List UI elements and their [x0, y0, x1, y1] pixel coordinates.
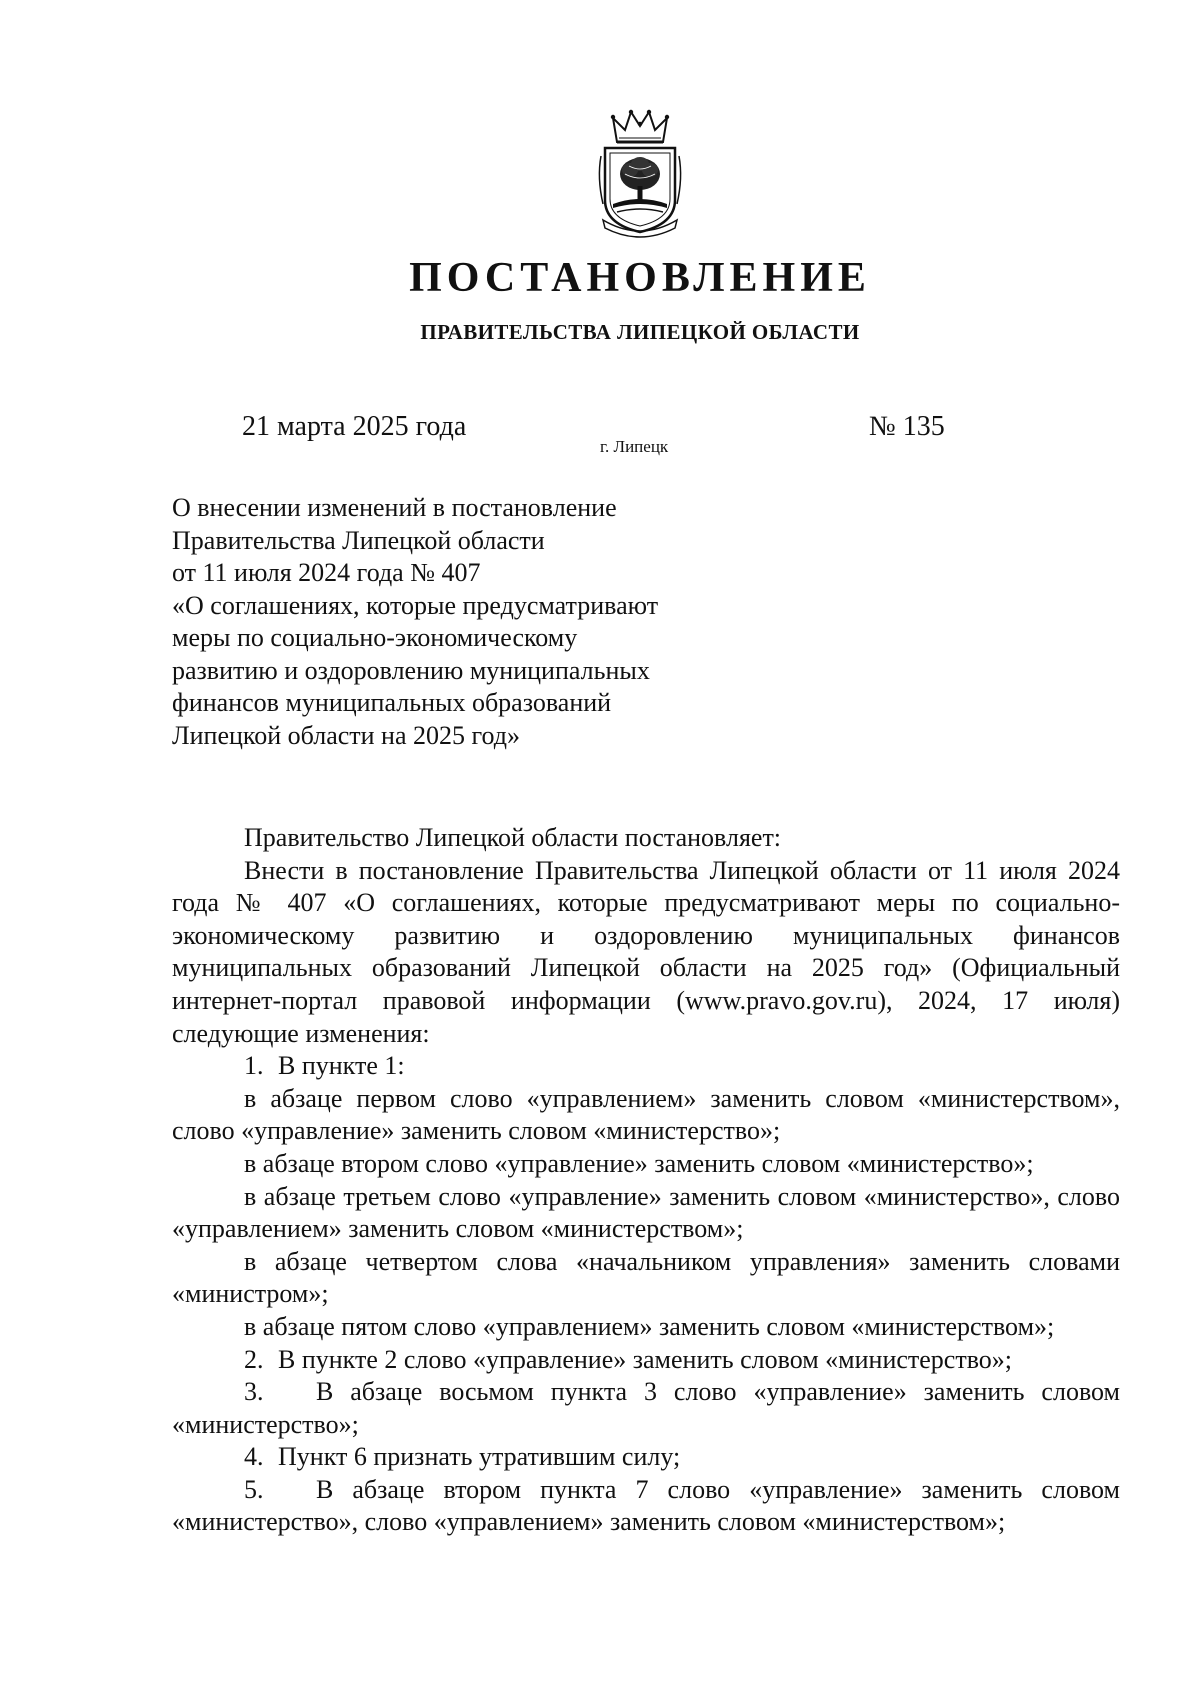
- subitem-2: в абзаце втором слово «управление» заменить словом «министерство»;: [244, 1148, 1034, 1178]
- title-line: финансов муниципальных образований: [172, 688, 612, 717]
- item-text: В пункте 1:: [278, 1051, 405, 1081]
- title-line: «О соглашениях, которые предусматривают: [172, 590, 659, 620]
- title-line: развитию и оздоровлению муниципальных: [172, 655, 650, 685]
- document-subtitle: ПРАВИТЕЛЬСТВА ЛИПЕЦКОЙ ОБЛАСТИ: [420, 320, 860, 344]
- title-line: Липецкой области на 2025 год»: [172, 720, 521, 750]
- coat-of-arms-icon: [595, 108, 685, 240]
- item-1: [172, 1050, 1120, 1083]
- item-3: [172, 1376, 1120, 1441]
- title-line: Правительства Липецкой области: [172, 525, 545, 555]
- subitem-1: в абзаце первом слово «управлением» заменить словом «министерством», слово «управление» заменить словом «министерство»;: [172, 1083, 1120, 1146]
- intro-paragraph: Правительство Липецкой области постановляет:: [244, 823, 782, 852]
- item-number: 4.: [244, 1442, 264, 1472]
- item-text: В пункте 2 слово «управление» заменить словом «министерство»;: [278, 1344, 1013, 1374]
- title-line: от 11 июля 2024 года № 407: [172, 558, 481, 587]
- subitem-3: в абзаце третьем слово «управление» заменить словом «министерство», слово «управлением» заменить словом «министерством»;: [172, 1181, 1120, 1244]
- item-2: [172, 1344, 1120, 1377]
- title-line: О внесении изменений в постановление: [172, 493, 617, 522]
- item-number: 3.: [244, 1377, 264, 1407]
- document-date: 21 марта 2025 года: [242, 411, 467, 442]
- item-4: [172, 1441, 1120, 1474]
- document-title: ПОСТАНОВЛЕНИЕ: [409, 255, 871, 301]
- item-text: В абзаце втором пункта 7 слово «управление» заменить словом «министерство», слово «управлением» заменить словом «министерством»;: [172, 1474, 1120, 1537]
- document-number: № 135: [869, 411, 945, 442]
- item-text: В абзаце восьмом пункта 3 слово «управление» заменить словом «министерство»;: [172, 1377, 1120, 1439]
- subitem-5: в абзаце пятом слово «управлением» заменить словом «министерством»;: [244, 1311, 1055, 1341]
- item-text: Пункт 6 признать утратившим силу;: [278, 1442, 681, 1472]
- item-number: 5.: [244, 1474, 264, 1504]
- title-line: меры по социально-экономическому: [172, 623, 578, 652]
- subitem-4: в абзаце четвертом слова «начальником управления» заменить словами «министром»;: [172, 1246, 1120, 1309]
- resolution-title-block: [172, 492, 732, 752]
- item-number: 1.: [244, 1051, 264, 1081]
- document-city: г. Липецк: [600, 437, 669, 456]
- coat-of-arms-emblem: [595, 108, 685, 240]
- item-number: 2.: [244, 1344, 264, 1374]
- item-5: [172, 1474, 1120, 1539]
- document-body: [172, 822, 1120, 1539]
- main-paragraph: Внести в постановление Правительства Липецкой области от 11 июля 2024 года № 407 «О соглашениях, которые предусматривают меры по социально-экономическому развитию и оздоровлению муниципальных финансов муниципальных образований Липецкой области на 2025 год» (Официальный интернет-портал правовой информации (www.pravo.gov.ru), 2024, 17 июля) следующие изменения:: [172, 855, 1120, 1048]
